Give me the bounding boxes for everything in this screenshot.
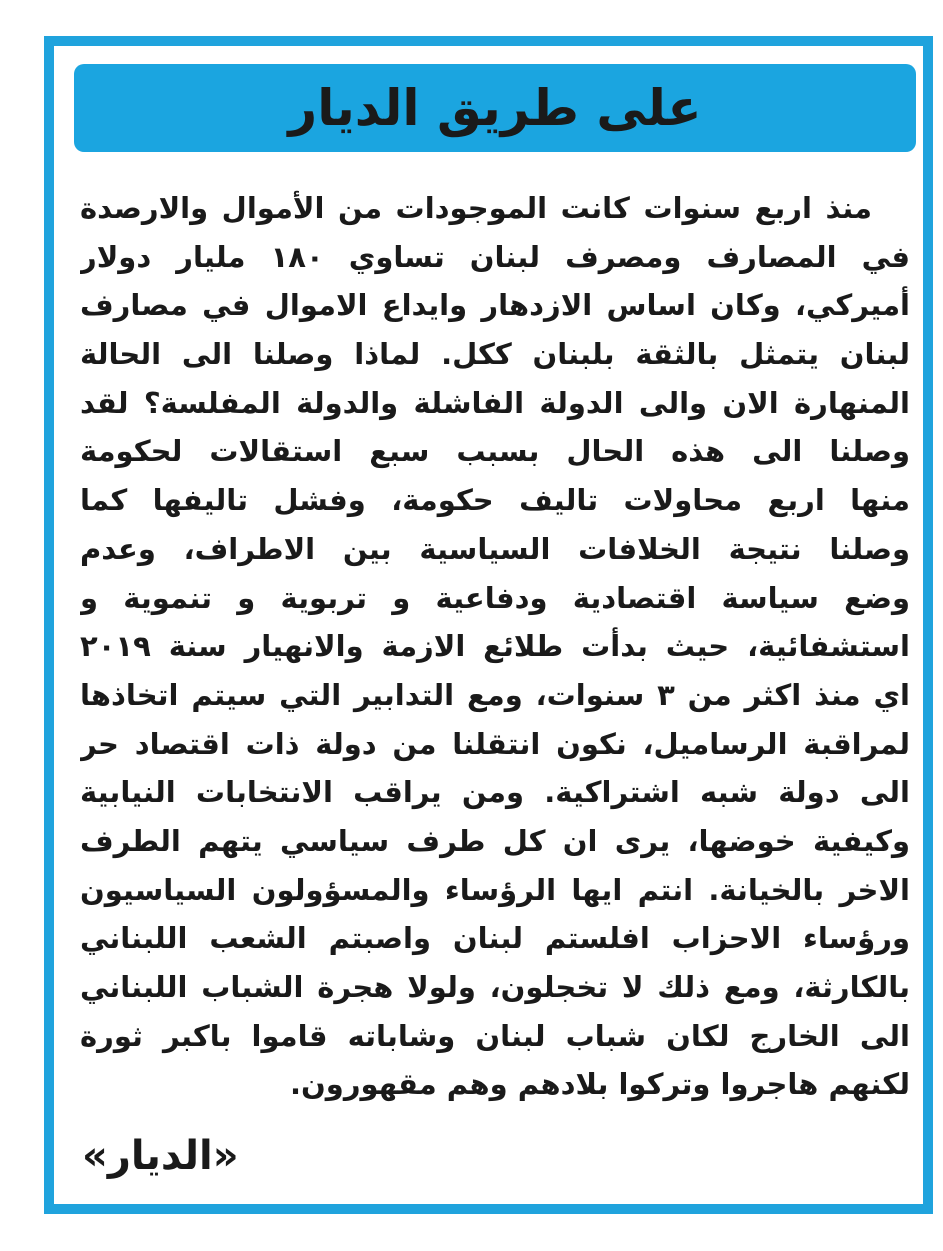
article-line: الى الخارج لكان شباب لبنان وشاباته قاموا باكبر ثورة	[80, 1018, 910, 1053]
article-line: ورؤساء الاحزاب افلستم لبنان واصبتم الشعب اللبناني	[80, 921, 910, 956]
article-line: لكنهم هاجروا وتركوا بلادهم وهم مقهورون.	[290, 1067, 910, 1102]
article-signature: «الديار»	[82, 1133, 239, 1179]
article-line: بالكارثة، ومع ذلك لا تخجلون، ولولا هجرة الشباب اللبناني	[80, 970, 910, 1004]
article-line: وضع سياسة اقتصادية ودفاعية و تربوية و تنموية و	[80, 580, 910, 615]
article-line: الى دولة شبه اشتراكية. ومن يراقب الانتخابات النيابية	[80, 775, 910, 810]
article-line: وصلنا نتيجة الخلافات السياسية بين الاطراف، وعدم	[80, 531, 910, 566]
article-header-banner	[74, 64, 916, 152]
article-line: منها اربع محاولات تاليف حكومة، وفشل تاليفها كما	[80, 483, 910, 518]
article-line: الاخر بالخيانة. انتم ايها الرؤساء والمسؤولون السياسيون	[80, 872, 910, 907]
article-line: لبنان يتمثل بالثقة بلبنان ككل. لماذا وصلنا الى الحالة	[80, 337, 910, 372]
article-line: لمراقبة الرساميل، نكون انتقلنا من دولة ذات اقتصاد حر	[80, 726, 910, 761]
article-line: وكيفية خوضها، يرى ان كل طرف سياسي يتهم الطرف	[80, 823, 910, 858]
article-line: منذ اربع سنوات كانت الموجودات من الأموال والارصدة	[80, 191, 872, 225]
article-line: استشفائية، حيث بدأت طلائع الازمة والانهيار سنة ٢٠١٩	[80, 629, 910, 664]
article-line: اي منذ اكثر من ٣ سنوات، ومع التدابير التي سيتم اتخاذها	[80, 677, 910, 712]
article-frame	[44, 36, 933, 1214]
article-line: في المصارف ومصرف لبنان تساوي ١٨٠ مليار دولار	[80, 239, 910, 274]
article-line: وصلنا الى هذه الحال بسبب سبع استقالات لحكومة	[80, 434, 910, 469]
article-body	[80, 184, 910, 1109]
article-line: أميركي، وكان اساس الازدهار وايداع الاموال في مصارف	[80, 288, 910, 323]
article-title: على طريق الديار	[288, 79, 702, 137]
article-line: المنهارة الان والى الدولة الفاشلة والدولة المفلسة؟ لقد	[80, 385, 910, 420]
